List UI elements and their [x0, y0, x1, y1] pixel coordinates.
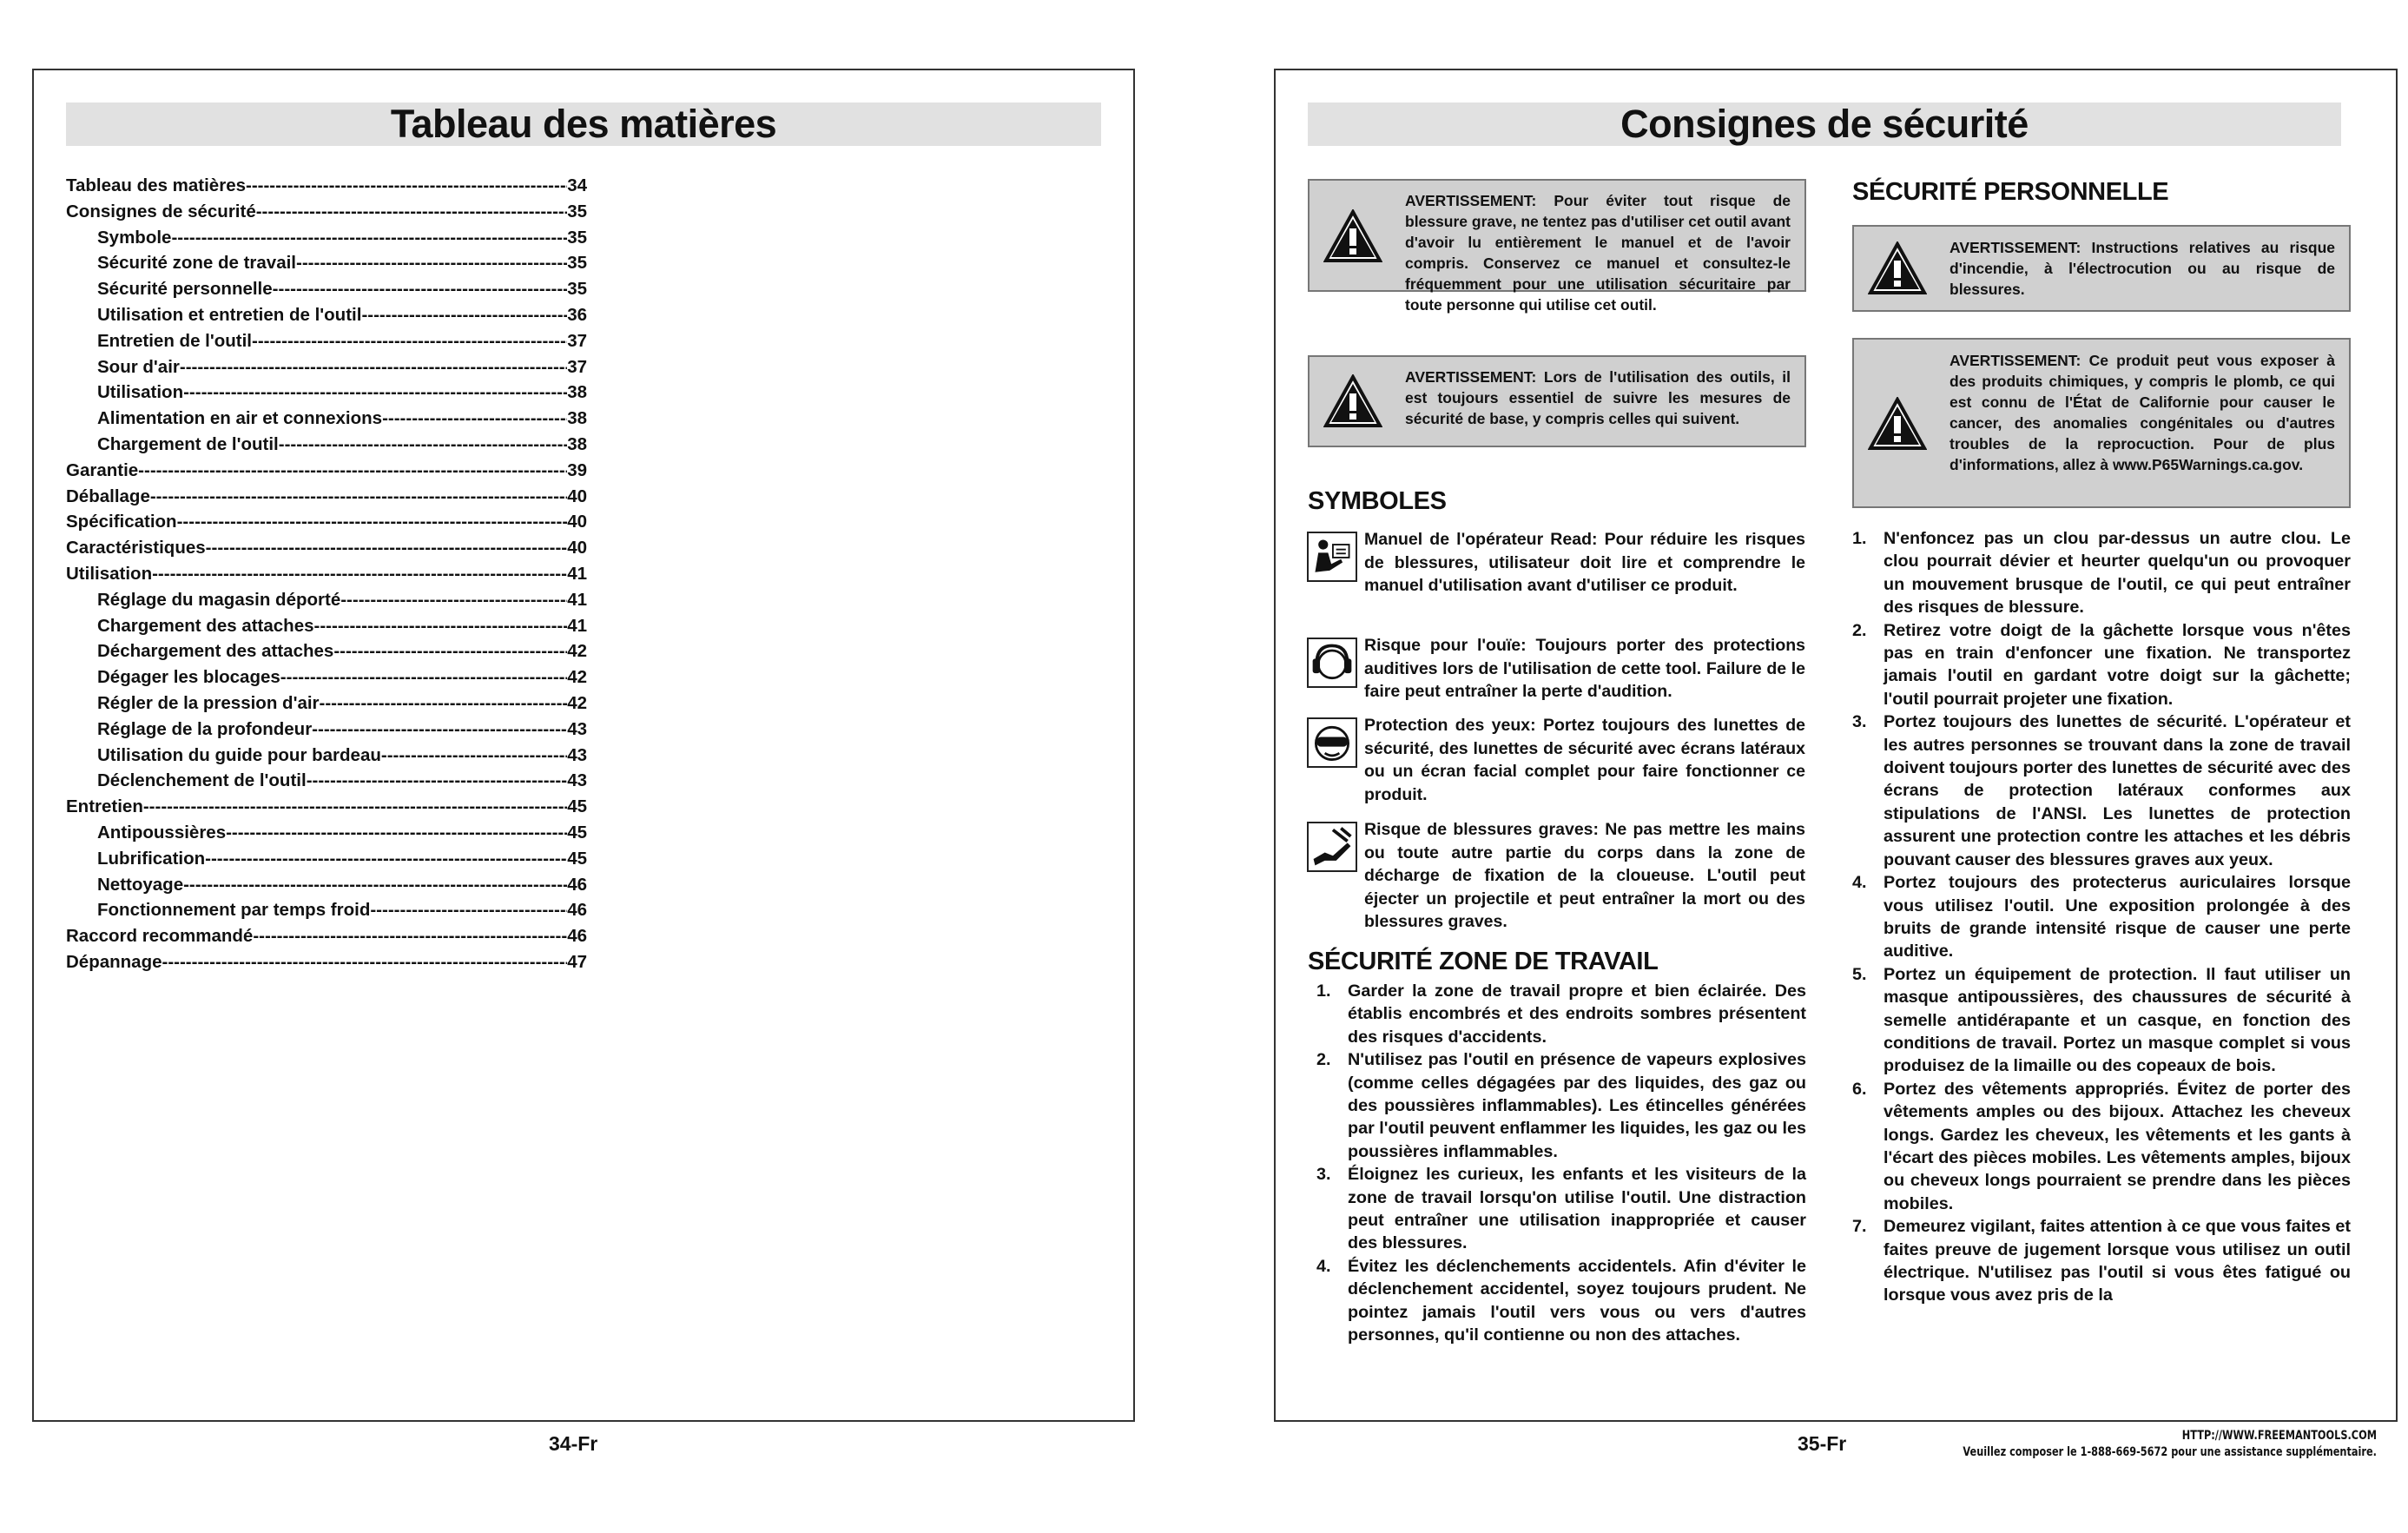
- list-item-text: Portez toujours des protecterus auriculaires lorsque vous utilisez l'outil. Une exposition prolongée à des bruits de grande intensité risque de causer une perte auditive.: [1884, 873, 2351, 961]
- list-item-number: 3.: [1316, 1165, 1331, 1185]
- toc-entry-label: Dégager les blocages: [97, 667, 280, 688]
- list-item: [1852, 1215, 2351, 1307]
- toc-leader: [246, 173, 567, 199]
- safety-title: Consignes de sécurité: [1308, 102, 2341, 146]
- toc-entry-page: 43: [567, 718, 587, 739]
- toc-entry: [66, 872, 587, 898]
- toc-entry: [66, 276, 587, 302]
- list-item-text: N'utilisez pas l'outil en présence de vapeurs explosives (comme celles dégagées par des liquides, des gaz ou des poussières inflammables). Les étincelles générées par l'outil peuvent enflammer les liquides, les gaz ou les poussières inflammables.: [1348, 1050, 1806, 1161]
- warning-box-fire: [1852, 225, 2351, 312]
- left-page-number: 34-Fr: [549, 1432, 598, 1455]
- toc-entry-page: 38: [567, 382, 587, 403]
- toc-entry: [66, 923, 587, 949]
- toc-leader: [183, 380, 567, 406]
- toc-entry: [66, 638, 587, 664]
- list-item: [1852, 1078, 2351, 1215]
- toc-entry: [66, 561, 587, 587]
- toc-entry: [66, 664, 587, 691]
- toc-entry-page: 36: [567, 304, 587, 325]
- toc-entry-label: Lubrification: [97, 848, 206, 869]
- toc-entry-label: Régler de la pression d'air: [97, 692, 320, 713]
- toc-entry: [66, 380, 587, 406]
- symbol-text: Risque pour l'ouïe: Toujours porter des protections auditives lors de l'utilisation de cette tool. Failure de le faire peut entraîner la perte d'audition.: [1364, 636, 1805, 701]
- toc-leader: [143, 794, 567, 820]
- toc-entry-label: Utilisation et entretien de l'outil: [97, 304, 362, 325]
- toc-entry: [66, 897, 587, 923]
- toc-entry-label: Fonctionnement par temps froid: [97, 900, 371, 921]
- list-item-text: Évitez les déclenchements accidentels. Afin d'éviter le déclenchement accidentel, soyez toujours prudent. Ne pointez jamais l'outil vers vous ou vers d'autres personnes, qu'il contienne ou non des attaches.: [1348, 1256, 1806, 1345]
- list-item: [1852, 619, 2351, 711]
- warning-box-prop65: [1852, 338, 2351, 508]
- toc-entry-label: Alimentation en air et connexions: [97, 408, 383, 429]
- symbol-item: [1307, 818, 1805, 934]
- hand-injury-icon: [1307, 822, 1357, 872]
- list-item-text: Demeurez vigilant, faites attention à ce que vous faites et faites preuve de jugement lorsque vous utilisez un outil électrique. N'utilisez pas l'outil si vous êtes fatigué ou lorsque vous avez pris de la: [1884, 1217, 2351, 1305]
- list-item-text: Portez toujours des lunettes de sécurité. L'opérateur et les autres personnes se trouvant dans la zone de travail doivent toujours porter des lunettes de sécurité avec des écrans de protection latéraux conformes aux stipulations de l'ANSI. Les lunettes de protection assurent une protection contre les attaches et les débris pouvant causer des blessures graves aux yeux.: [1884, 712, 2351, 869]
- toc-entry-page: 43: [567, 744, 587, 765]
- left-page: [32, 69, 1135, 1422]
- list-item-number: 4.: [1316, 1256, 1331, 1276]
- toc-entry-label: Consignes de sécurité: [66, 201, 256, 221]
- symbol-item: [1307, 528, 1805, 598]
- toc-entry: [66, 484, 587, 510]
- warning-text: AVERTISSEMENT: Lors de l'utilisation des outils, il est toujours essentiel de suivre les mesures de sécurité de base, y compris celles qui suivent.: [1405, 368, 1791, 427]
- toc-leader: [361, 302, 567, 328]
- toc-entry: [66, 173, 587, 199]
- toc-leader: [314, 613, 568, 639]
- footer-phone: Veuillez composer le 1-888-669-5672 pour une assistance supplémentaire.: [1963, 1445, 2377, 1459]
- toc-leader: [256, 199, 567, 225]
- toc-leader: [381, 743, 567, 769]
- footer-url: HTTP://WWW.FREEMANTOOLS.COM: [2181, 1429, 2377, 1443]
- toc-entry-page: 42: [567, 667, 587, 688]
- toc-leader: [279, 432, 567, 458]
- toc-leader: [312, 717, 567, 743]
- list-item-number: 4.: [1852, 873, 1867, 893]
- toc-leader: [226, 820, 567, 846]
- toc-entry: [66, 820, 587, 846]
- toc-entry-page: 45: [567, 822, 587, 842]
- toc-title: Tableau des matières: [66, 102, 1101, 146]
- toc-entry: [66, 846, 587, 872]
- warning-triangle-icon: [1323, 209, 1382, 263]
- toc-entry-page: 41: [567, 589, 587, 610]
- toc-entry-page: 38: [567, 433, 587, 454]
- toc-entry: [66, 250, 587, 276]
- toc-entry-label: Caractéristiques: [66, 538, 206, 558]
- toc-entry: [66, 406, 587, 432]
- list-item-number: 1.: [1852, 529, 1867, 548]
- toc-leader: [307, 768, 568, 794]
- list-item: [1852, 963, 2351, 1078]
- toc-entry-label: Spécification: [66, 512, 177, 532]
- toc-entry-label: Entretien: [66, 796, 143, 817]
- list-item-number: 5.: [1852, 964, 1867, 984]
- table-of-contents: [66, 173, 587, 975]
- toc-entry-label: Utilisation: [97, 382, 184, 403]
- list-item-number: 2.: [1316, 1050, 1331, 1070]
- toc-entry-label: Symbole: [97, 227, 172, 248]
- warning-text: AVERTISSEMENT: Pour éviter tout risque de blessure grave, ne tentez pas d'utiliser cet outil avant d'avoir lu entièrement le manuel et de l'avoir compris. Conservez ce manuel et consultez-le fréquemment pour une utilisation sécuritaire par toute personne qui utilise cet outil.: [1405, 192, 1791, 314]
- work-zone-list: [1316, 980, 1806, 1347]
- list-item: [1852, 527, 2351, 619]
- toc-entry-label: Réglage de la profondeur: [97, 718, 313, 739]
- toc-leader: [280, 664, 567, 691]
- toc-leader: [150, 484, 567, 510]
- toc-entry: [66, 199, 587, 225]
- toc-leader: [205, 846, 567, 872]
- list-item-text: Éloignez les curieux, les enfants et les visiteurs de la zone de travail lorsqu'on utilise l'outil. Une distraction peut entraîner une utilisation inappropriée et causer des blessures.: [1348, 1165, 1806, 1253]
- toc-leader: [152, 561, 567, 587]
- warning-text: AVERTISSEMENT: Instructions relatives au risque d'incendie, à l'électrocution ou au risque de blessures.: [1949, 239, 2335, 298]
- warning-text: AVERTISSEMENT: Ce produit peut vous exposer à des produits chimiques, y compris le plomb, ce qui est connu de l'État de Californie pour causer le cancer, des anomalies congénitales ou d'autres troubles de la reprocuction. Pour de plus d'informations, allez à www.P65Warnings.ca.gov.: [1949, 352, 2335, 473]
- footer-contact: [1963, 1428, 2377, 1461]
- toc-entry-label: Tableau des matières: [66, 175, 246, 195]
- toc-entry-page: 39: [567, 459, 587, 480]
- list-item-number: 1.: [1316, 981, 1331, 1001]
- toc-entry: [66, 587, 587, 613]
- toc-leader: [320, 691, 568, 717]
- list-item-text: Portez un équipement de protection. Il faut utiliser un masque antipoussières, des chaussures de sécurité à semelle antidérapante et un casque, en fonction des conditions de travail. Portez un masque complet si vous produisez de la limaille ou des copeaux de bois.: [1884, 964, 2351, 1076]
- warning-triangle-icon: [1323, 374, 1382, 428]
- toc-entry-label: Antipoussières: [97, 822, 227, 842]
- toc-leader: [171, 225, 567, 251]
- toc-leader: [370, 897, 567, 923]
- toc-entry-label: Réglage du magasin déporté: [97, 589, 341, 610]
- toc-leader: [252, 328, 567, 354]
- toc-leader: [253, 923, 567, 949]
- list-item-text: N'enfoncez pas un clou par-dessus un autre clou. Le clou pourrait dévier et heurter quelqu'un ou provoquer un mouvement brusque de l'outil, ce qui peut entraîner des risques de blessure.: [1884, 529, 2351, 618]
- toc-entry-page: 41: [567, 615, 587, 636]
- toc-entry-label: Chargement de l'outil: [97, 433, 279, 454]
- toc-entry-page: 40: [567, 486, 587, 506]
- toc-entry-page: 46: [567, 900, 587, 921]
- toc-entry: [66, 949, 587, 975]
- toc-entry-page: 45: [567, 848, 587, 869]
- symbol-text: Protection des yeux: Portez toujours des lunettes de sécurité, des lunettes de sécurité avec écrans latéraux ou un écran facial complet pour faire fonctionner ce produit.: [1364, 716, 1805, 804]
- eye-protection-icon: [1307, 717, 1357, 768]
- toc-leader: [162, 949, 568, 975]
- toc-entry-page: 37: [567, 330, 587, 351]
- toc-entry: [66, 794, 587, 820]
- list-item: [1852, 710, 2351, 871]
- toc-entry: [66, 691, 587, 717]
- toc-entry: [66, 535, 587, 561]
- toc-entry-label: Déchargement des attaches: [97, 641, 334, 662]
- toc-entry-label: Sour d'air: [97, 356, 180, 377]
- toc-leader: [138, 458, 567, 484]
- toc-entry-page: 35: [567, 253, 587, 274]
- toc-entry: [66, 458, 587, 484]
- toc-entry-page: 42: [567, 641, 587, 662]
- toc-entry-page: 43: [567, 770, 587, 791]
- list-item-number: 2.: [1852, 620, 1867, 640]
- list-item: [1316, 1163, 1806, 1255]
- operator-manual-icon: [1307, 532, 1357, 582]
- list-item: [1852, 871, 2351, 963]
- toc-leader: [273, 276, 568, 302]
- toc-leader: [183, 872, 567, 898]
- toc-entry-page: 40: [567, 538, 587, 558]
- toc-entry: [66, 328, 587, 354]
- toc-entry-page: 45: [567, 796, 587, 817]
- personal-safety-heading: SÉCURITÉ PERSONNELLE: [1852, 178, 2169, 206]
- toc-entry: [66, 432, 587, 458]
- toc-entry: [66, 743, 587, 769]
- toc-entry-page: 37: [567, 356, 587, 377]
- toc-entry-page: 46: [567, 874, 587, 895]
- toc-entry-label: Dépannage: [66, 951, 162, 972]
- toc-entry-page: 35: [567, 201, 587, 221]
- toc-entry-label: Raccord recommandé: [66, 926, 254, 947]
- symbols-heading: SYMBOLES: [1308, 487, 1447, 515]
- toc-entry: [66, 225, 587, 251]
- toc-entry-page: 38: [567, 408, 587, 429]
- toc-leader: [382, 406, 567, 432]
- toc-entry-label: Utilisation du guide pour bardeau: [97, 744, 381, 765]
- toc-entry-page: 34: [567, 175, 587, 195]
- list-item-number: 3.: [1852, 712, 1867, 732]
- toc-entry-label: Garantie: [66, 459, 139, 480]
- list-item-text: Portez des vêtements appropriés. Évitez de porter des vêtements amples ou des bijoux. Attachez les cheveux longs. Gardez les cheveux, les vêtements et les gants à l'écart des pièces mobiles. Les vêtements amples, bijoux ou cheveux longs pourraient se prendre dans les pièces mobiles.: [1884, 1079, 2351, 1213]
- toc-entry-page: 41: [567, 563, 587, 584]
- personal-safety-list: [1852, 527, 2351, 1307]
- toc-entry: [66, 613, 587, 639]
- symbol-text: Manuel de l'opérateur Read: Pour réduire les risques de blessures, utilisateur doit lire et comprendre le manuel d'utilisation avant d'utiliser ce produit.: [1364, 530, 1805, 595]
- ear-protection-icon: [1307, 638, 1357, 688]
- list-item-number: 6.: [1852, 1079, 1867, 1099]
- toc-entry-page: 40: [567, 512, 587, 532]
- toc-entry-page: 35: [567, 279, 587, 300]
- toc-entry-label: Sécurité personnelle: [97, 279, 273, 300]
- list-item: [1316, 980, 1806, 1048]
- toc-leader: [180, 354, 567, 380]
- symbol-text: Risque de blessures graves: Ne pas mettre les mains ou toute autre partie du corps dans la zone de décharge de fixation de la cloueuse. L'outil peut éjecter un projectile et peut entraîner la mort ou des blessures graves.: [1364, 820, 1805, 931]
- warning-box-basic-safety: [1308, 355, 1806, 447]
- right-page: [1274, 69, 2398, 1422]
- work-zone-heading: SÉCURITÉ ZONE DE TRAVAIL: [1308, 948, 1659, 975]
- toc-entry: [66, 509, 587, 535]
- toc-entry-label: Déballage: [66, 486, 150, 506]
- toc-leader: [177, 509, 568, 535]
- list-item: [1316, 1255, 1806, 1347]
- warning-triangle-icon: [1868, 397, 1927, 451]
- list-item-text: Retirez votre doigt de la gâchette lorsque vous n'êtes pas en train d'enfoncer une fixation. Ne transportez jamais l'outil en gardant votre doigt sur la gâchette; l'outil pourrait projeter une fixation.: [1884, 620, 2351, 709]
- toc-entry-page: 46: [567, 926, 587, 947]
- toc-entry-page: 47: [567, 951, 587, 972]
- toc-leader: [206, 535, 568, 561]
- right-page-number: 35-Fr: [1798, 1432, 1847, 1455]
- toc-entry: [66, 768, 587, 794]
- symbol-item: [1307, 714, 1805, 806]
- toc-entry: [66, 717, 587, 743]
- toc-entry-label: Déclenchement de l'outil: [97, 770, 307, 791]
- symbol-item: [1307, 634, 1805, 704]
- toc-leader: [296, 250, 567, 276]
- toc-entry-label: Utilisation: [66, 563, 153, 584]
- toc-entry-page: 42: [567, 692, 587, 713]
- warning-box-manual: [1308, 179, 1806, 314]
- toc-entry-label: Nettoyage: [97, 874, 184, 895]
- toc-entry-label: Sécurité zone de travail: [97, 253, 297, 274]
- list-item: [1316, 1048, 1806, 1163]
- list-item-number: 7.: [1852, 1217, 1867, 1237]
- toc-entry-page: 35: [567, 227, 587, 248]
- toc-leader: [333, 638, 567, 664]
- toc-entry: [66, 302, 587, 328]
- toc-entry: [66, 354, 587, 380]
- toc-entry-label: Chargement des attaches: [97, 615, 314, 636]
- warning-triangle-icon: [1868, 241, 1927, 295]
- list-item-text: Garder la zone de travail propre et bien éclairée. Des établis encombrés et des endroits sombres présentent des risques d'accidents.: [1348, 981, 1806, 1047]
- toc-leader: [340, 587, 567, 613]
- toc-entry-label: Entretien de l'outil: [97, 330, 252, 351]
